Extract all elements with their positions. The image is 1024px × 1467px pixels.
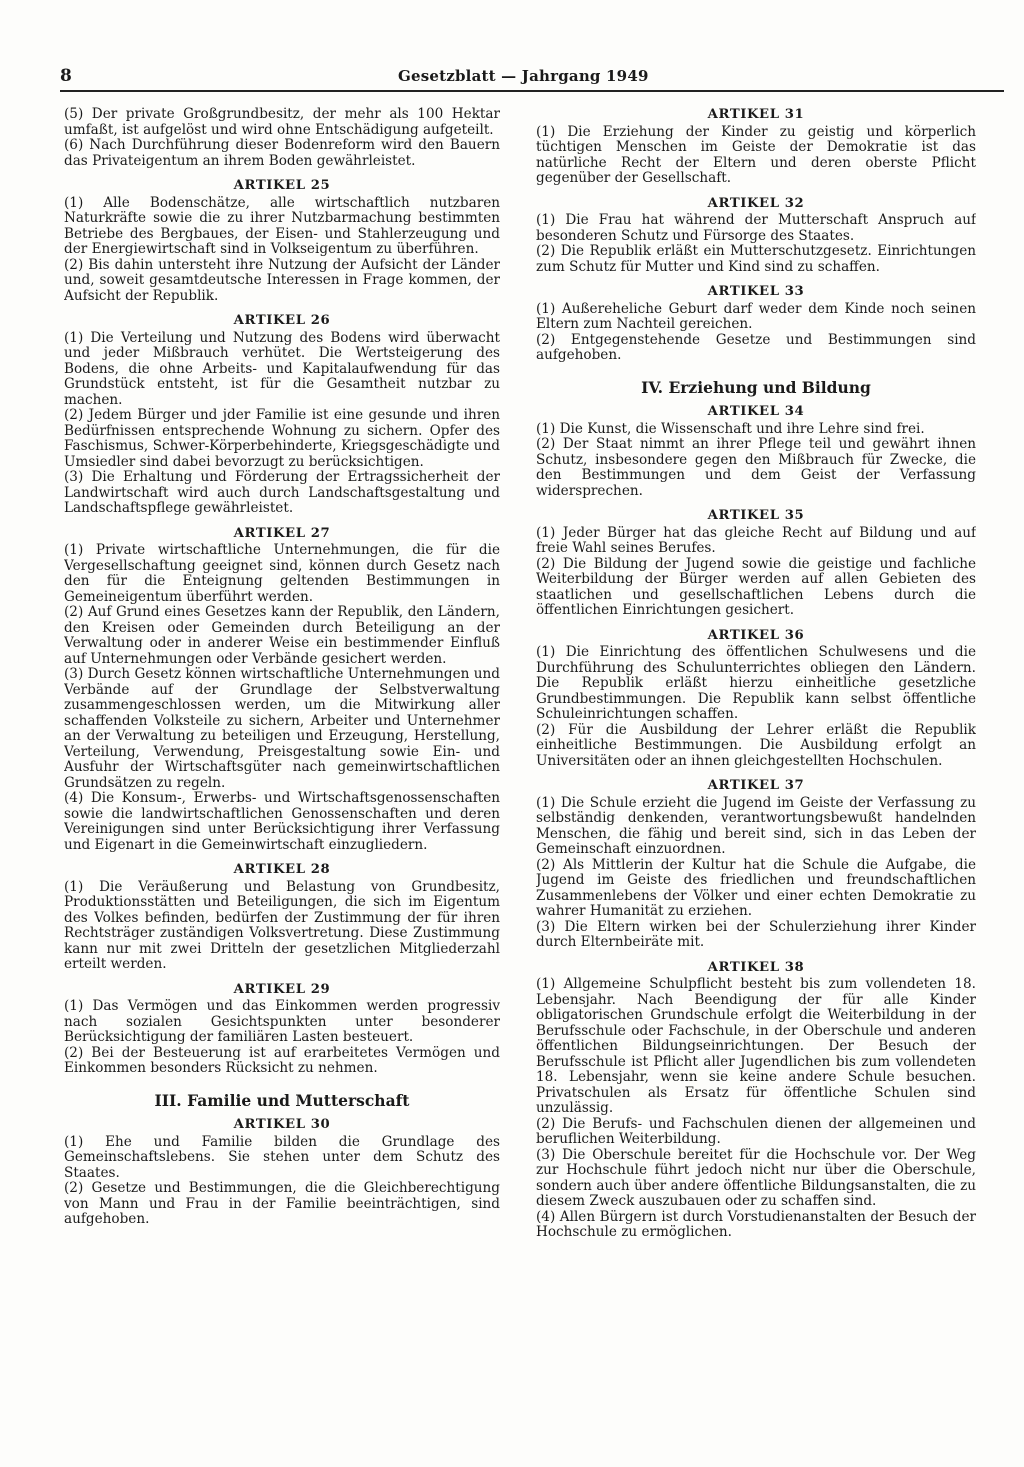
article-heading: ARTIKEL 35 <box>707 508 805 523</box>
paragraph: (1) Außereheliche Geburt darf weder dem Kinde noch seinen Eltern zum Nachteil gereichen. <box>536 300 976 332</box>
article-heading: ARTIKEL 29 <box>233 981 331 997</box>
paragraph: (1) Die Erziehung der Kinder zu geistig und körperlich tüchtigen Menschen im Geiste der Demokratie ist das natürliche Recht der Eltern und deren oberste Pflicht gegenüber der Gesellschaft. <box>536 123 976 186</box>
paragraph: (4) Die Konsum-, Erwerbs- und Wirtschaftsgenossenschaften sowie die landwirtschaftlichen Genossenschaften und deren Vereinigungen sind unter Berücksichtigung ihrer Verfassung und Eigenart in die Gemeinwirtschaft einzugliedern. <box>64 790 500 853</box>
paragraph: (1) Die Frau hat während der Mutterschaft Anspruch auf besonderen Schutz und Fürsorge des Staates. <box>536 212 976 244</box>
paragraph: (3) Die Eltern wirken bei der Schulerziehung ihrer Kinder durch Elternbeiräte mit. <box>536 918 976 950</box>
paragraph: (3) Die Erhaltung und Förderung der Ertragssicherheit der Landwirtschaft wird auch durch Landschaftsgestaltung und Landschaftspflege gewährleistet. <box>64 469 500 516</box>
paragraph: (1) Jeder Bürger hat das gleiche Recht auf Bildung und auf freie Wahl seines Berufes. <box>536 524 976 556</box>
article-heading: ARTIKEL 30 <box>233 1117 331 1132</box>
paragraph: (2) Jedem Bürger und jder Familie ist eine gesunde und ihren Bedürfnissen entsprechende Wohnung zu sichern. Opfer des Faschismus, Schwer-Körperbehinderte, Kriegsgeschädigte und Umsiedler sind dabei bevorzugt zu berücksichtigen. <box>64 407 500 470</box>
paragraph: (1) Die Verteilung und Nutzung des Bodens wird überwacht und jeder Mißbrauch verhütet. Die Wertsteigerung des Bodens, die ohne Arbeits- und Kapitalaufwendung für das Grundstück entsteht, ist für die Gesamtheit nutzbar zu machen. <box>64 329 500 408</box>
paragraph: (2) Für die Ausbildung der Lehrer erläßt die Republik einheitliche Bestimmungen. Die Ausbildung erfolgt an Universitäten oder an ihnen gleichgestellten Hochschulen. <box>536 721 976 769</box>
paragraph: (2) Entgegenstehende Gesetze und Bestimmungen sind aufgehoben. <box>536 331 976 363</box>
right-column <box>536 107 976 1447</box>
paragraph: (2) Auf Grund eines Gesetzes kann der Republik, den Ländern, den Kreisen oder Gemeinden durch Beteiligung an der Verwaltung oder in anderer Weise ein bestimmender Einfluß auf Unternehmungen oder Verbände gesichert werden. <box>64 604 500 667</box>
article-heading: ARTIKEL 31 <box>707 107 805 122</box>
paragraph: (1) Die Einrichtung des öffentlichen Schulwesens und die Durchführung des Schulunterrichtes obliegen den Ländern. Die Republik erläßt hierzu einheitliche gesetzliche Grundbestimmungen. Die Republik kann selbst öffentliche Schuleinrichtungen schaffen. <box>536 644 976 722</box>
paragraph: (1) Die Kunst, die Wissenschaft und ihre Lehre sind frei. <box>536 420 925 437</box>
paragraph: (1) Die Veräußerung und Belastung von Grundbesitz, Produktionsstätten und Beteiligungen, die sich im Eigentum des Volkes befinden, bedürfen der Zustimmung der für ihren Rechtsträger zuständigen Volksvertretung. Diese Zustimmung kann nur mit zwei Dritteln der gesetzlichen Mitgliederzahl erteilt werden. <box>64 878 500 972</box>
paragraph: (2) Bis dahin untersteht ihre Nutzung der Aufsicht der Länder und, soweit gesamtdeutsche Interessen in Frage kommen, der Aufsicht der Republik. <box>64 256 500 304</box>
article-heading: ARTIKEL 27 <box>233 525 331 541</box>
article-heading: ARTIKEL 34 <box>707 404 805 419</box>
paragraph: (2) Als Mittlerin der Kultur hat die Schule die Aufgabe, die Jugend im Geiste des friedlichen und freundschaftlichen Zusammenlebens der Völker und einer echten Demokratie zu wahrer Humanität zu erziehen. <box>536 856 976 919</box>
paragraph: (1) Das Vermögen und das Einkommen werden progressiv nach sozialen Gesichtspunkten unter besonderer Berücksichtigung der familiären Lasten besteuert. <box>64 998 500 1045</box>
paragraph: (5) Der private Großgrundbesitz, der mehr als 100 Hektar umfaßt, ist aufgelöst und wird ohne Entschädigung aufgeteilt. <box>64 107 500 138</box>
paragraph: (1) Die Schule erzieht die Jugend im Geiste der Verfassung zu selbständig denkenden, verantwortungsbewußt handelnden Menschen, die fähig und bereit sind, sich in das Leben der Gemeinschaft einzuordnen. <box>536 794 976 857</box>
page-title: Gesetzblatt — Jahrgang 1949 <box>398 67 649 85</box>
section-heading: IV. Erziehung und Bildung <box>641 377 871 397</box>
paragraph: (2) Der Staat nimmt an ihrer Pflege teil und gewährt ihnen Schutz, insbesondere gegen den Mißbrauch für Zwecke, die den Bestimmungen und dem Geist der Verfassung widersprechen. <box>536 436 976 499</box>
paragraph: (3) Die Oberschule bereitet für die Hochschule vor. Der Weg zur Hochschule führt jedoch nicht nur über die Oberschule, sondern auch über andere öffentliche Bildungsanstalten, die zu diesem Zweck auszubauen oder zu schaffen sind. <box>536 1146 976 1209</box>
paragraph: (2) Die Republik erläßt ein Mutterschutzgesetz. Einrichtungen zum Schutz für Mutter und Kind sind zu schaffen. <box>536 243 976 275</box>
paragraph: (4) Allen Bürgern ist durch Vorstudienanstalten der Besuch der Hochschule zu ermöglichen. <box>536 1208 976 1240</box>
paragraph: (2) Die Bildung der Jugend sowie die geistige und fachliche Weiterbildung der Bürger werden auf allen Gebieten des staatlichen und gesellschaftlichen Lebens durch die öffentlichen Einrichtungen gesichert. <box>536 555 976 618</box>
article-heading: ARTIKEL 37 <box>707 778 805 793</box>
article-heading: ARTIKEL 26 <box>233 313 331 328</box>
paragraph: (2) Gesetze und Bestimmungen, die die Gleichberechtigung von Mann und Frau in der Familie beeinträchtigen, sind aufgehoben. <box>64 1180 500 1227</box>
article-heading: ARTIKEL 33 <box>707 284 805 299</box>
paragraph: (3) Durch Gesetz können wirtschaftliche Unternehmungen und Verbände auf der Grundlage der Selbstverwaltung zusammengeschlossen werden, um die Mitwirkung aller schaffenden Volksteile zu sichern, Arbeiter und Unternehmer an der Verwaltung zu beteiligen und Erzeugung, Herstellung, Verteilung, Verwendung, Preisgestaltung sowie Ein- und Ausfuhr der Wirtschaftsgüter nach gemeinwirtschaftlichen Grundsätzen zu regeln. <box>64 666 500 791</box>
article-heading: ARTIKEL 38 <box>707 959 805 975</box>
article-heading: ARTIKEL 36 <box>707 627 805 643</box>
paragraph: (2) Bei der Besteuerung ist auf erarbeitetes Vermögen und Einkommen besonders Rücksicht zu nehmen. <box>64 1044 500 1076</box>
article-heading: ARTIKEL 32 <box>707 195 805 211</box>
paragraph: (6) Nach Durchführung dieser Bodenreform wird den Bauern das Privateigentum an ihrem Boden gewährleistet. <box>64 137 500 169</box>
paragraph: (2) Die Berufs- und Fachschulen dienen der allgemeinen und beruflichen Weiterbildung. <box>536 1115 976 1147</box>
paragraph: (1) Ehe und Familie bilden die Grundlage des Gemeinschaftslebens. Sie stehen unter dem Schutz des Staates. <box>64 1133 500 1181</box>
paragraph: (1) Alle Bodenschätze, alle wirtschaftlich nutzbaren Naturkräfte sowie die zu ihrer Nutzbarmachung bestimmten Betriebe des Bergbaues, der Eisen- und Stahlerzeugung und der Energiewirtschaft sind in Volkseigentum zu überführen. <box>64 194 500 257</box>
article-heading: ARTIKEL 25 <box>233 178 331 193</box>
left-column <box>64 107 500 1447</box>
page-header <box>60 66 1004 92</box>
page-number: 8 <box>60 66 72 86</box>
paragraph: (1) Private wirtschaftliche Unternehmungen, die für die Vergesellschaftung geeignet sind, können durch Gesetz nach den für die Enteignung geltenden Bestimmungen in Gemeineigentum überführt werden. <box>64 542 500 605</box>
article-heading: ARTIKEL 28 <box>233 862 331 877</box>
section-heading: III. Familie und Mutterschaft <box>154 1090 410 1110</box>
paragraph: (1) Allgemeine Schulpflicht besteht bis zum vollendeten 18. Lebensjahr. Nach Beendigung der für alle Kinder obligatorischen Grundschule erfolgt die Weiterbildung in der Berufsschule oder Fachschule, in der Oberschule und anderen öffentlichen Bildungseinrichtungen. Der Besuch der Berufsschule ist Pflicht aller Jugendlichen bis zum vollendeten 18. Lebensjahr, wenn sie keine andere Schule besuchen. Privatschulen als Ersatz für öffentliche Schulen sind unzulässig. <box>536 976 976 1116</box>
